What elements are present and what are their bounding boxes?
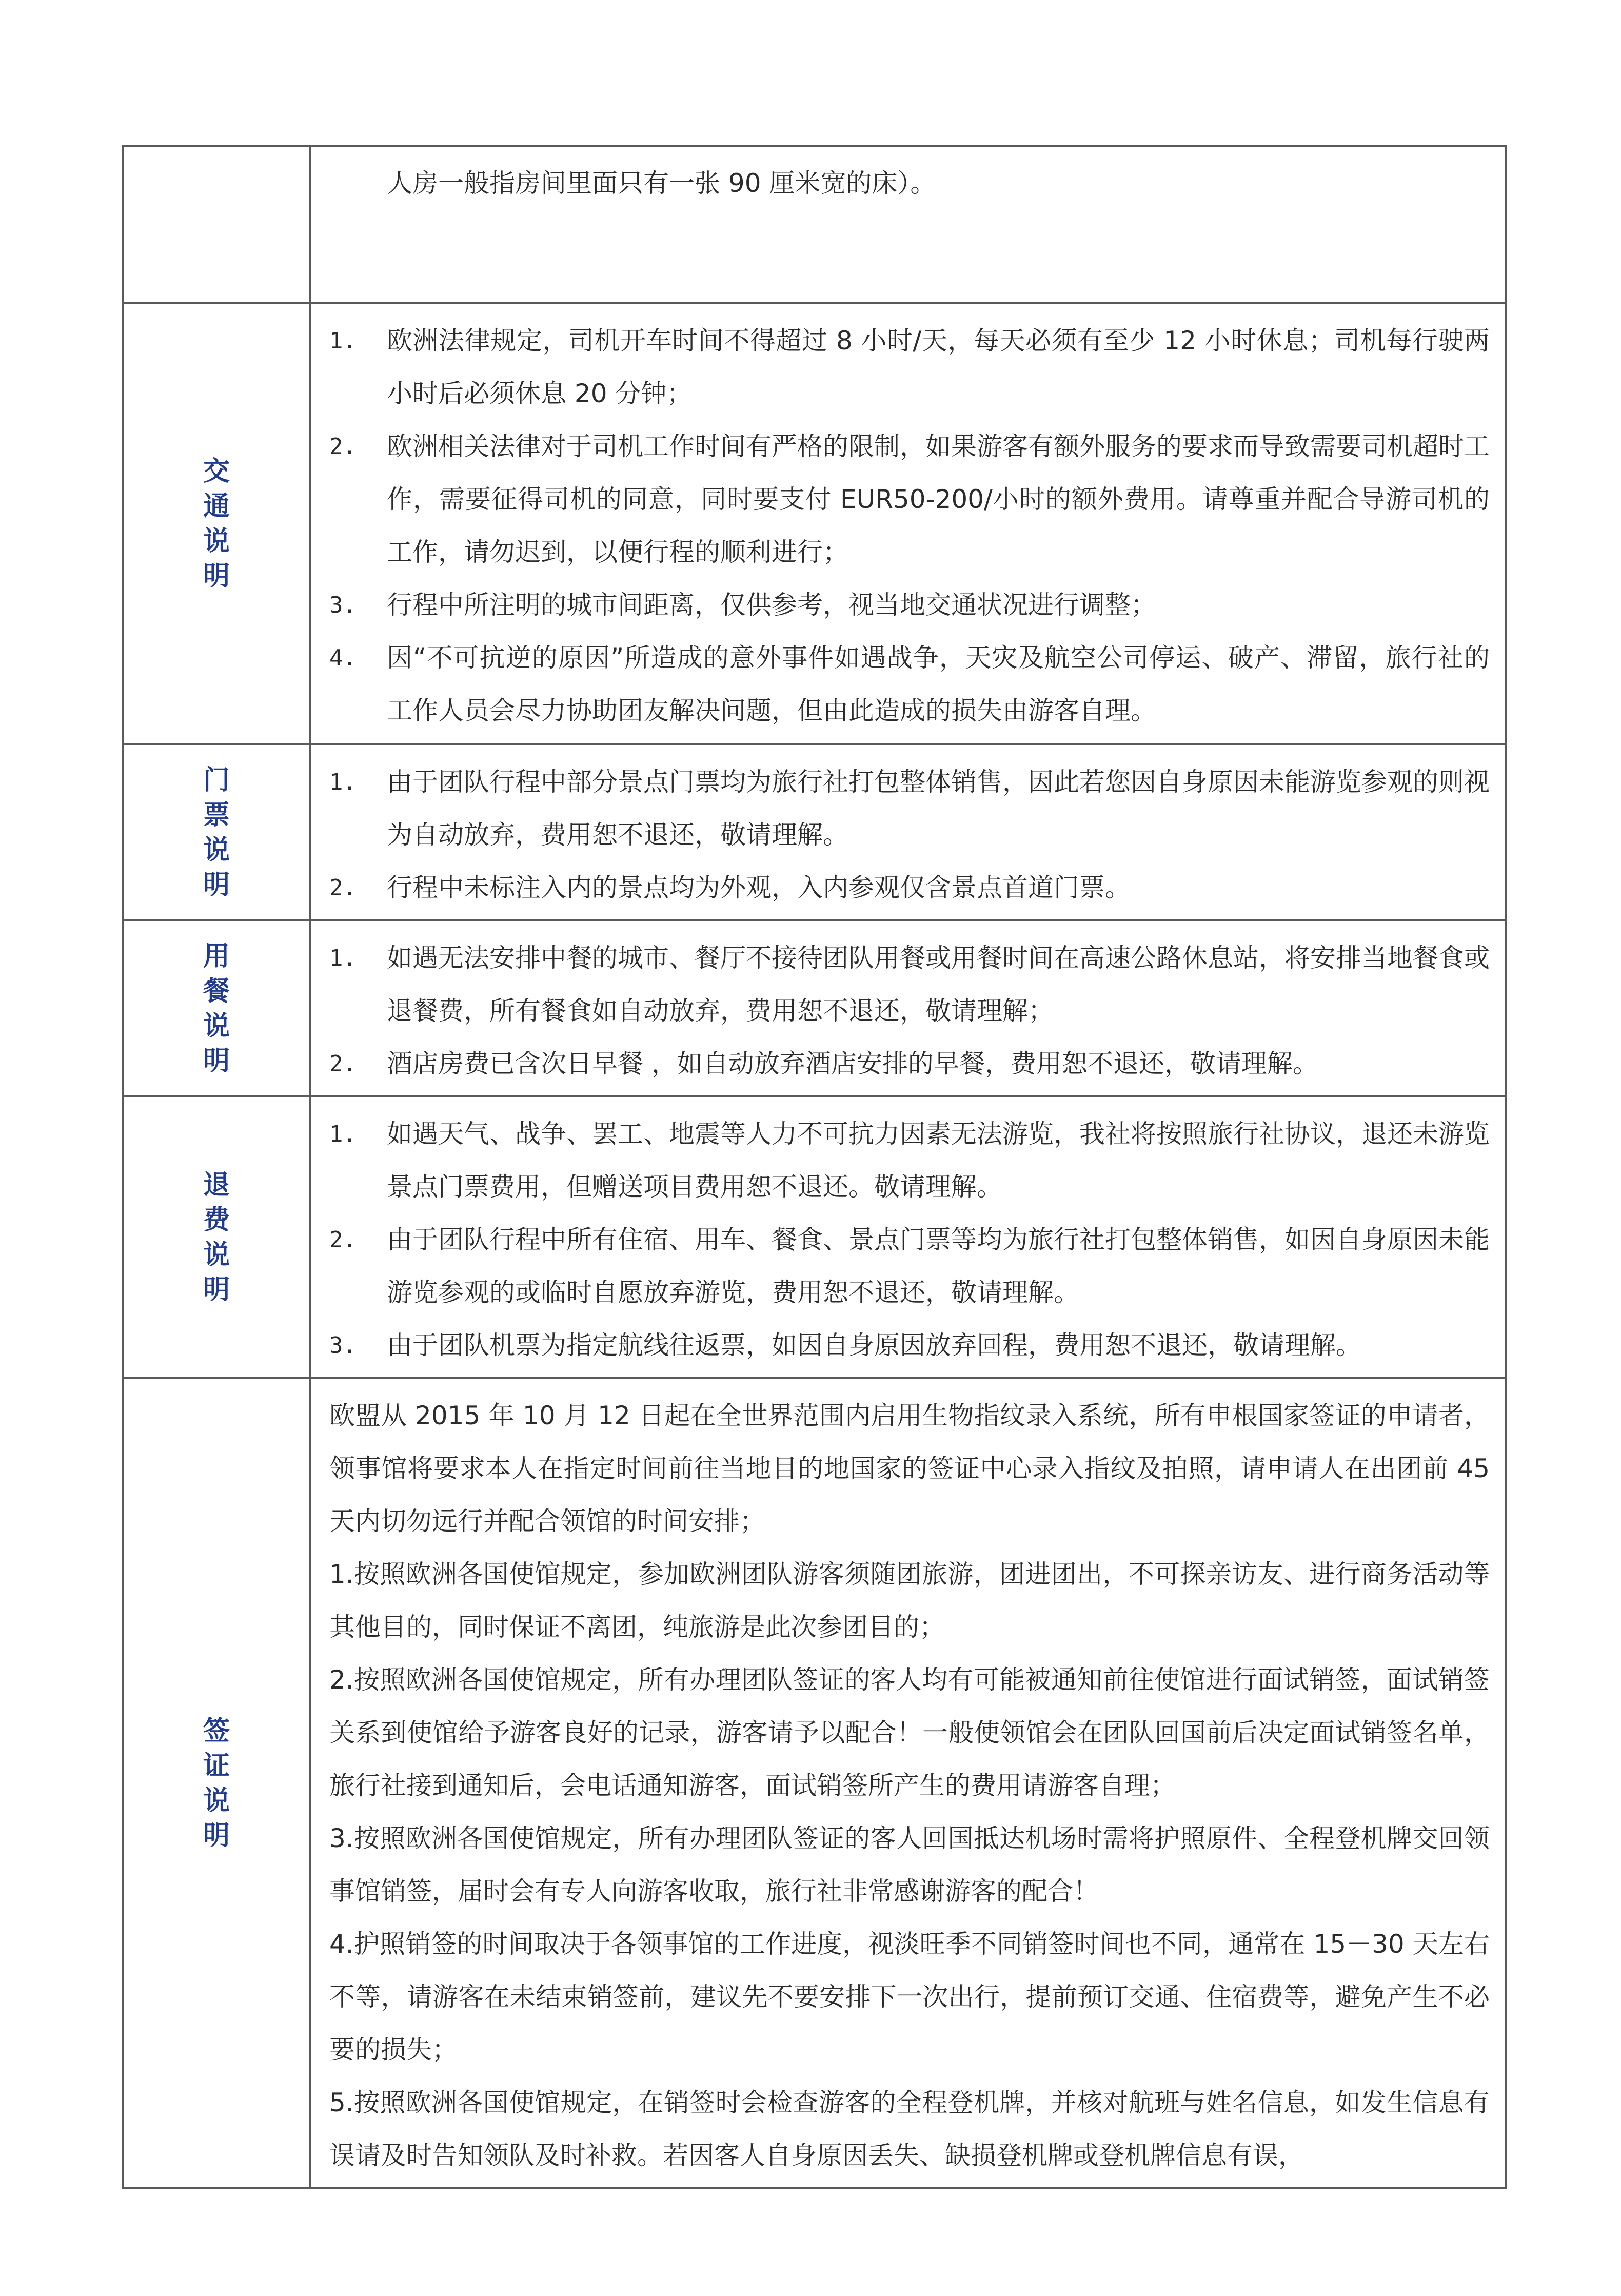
item-number: 2. [329,875,357,901]
item-text: 如遇无法安排中餐的城市、餐厅不接待团队用餐或用餐时间在高速公路休息站，将安排当地餐食或退餐费，所有餐食如自动放弃，费用恕不退还，敬请理解； [387,943,1490,1026]
item-text: 酒店房费已含次日早餐 ，如自动放弃酒店安排的早餐，费用恕不退还，敬请理解。 [387,1049,1318,1078]
item-number: 4. [329,645,357,671]
row-content-cell [310,1378,1506,2188]
row-label-cell [123,744,310,920]
item-text: 如遇天气、战争、罢工、地震等人力不可抗力因素无法游览，我社将按照旅行社协议，退还未游览景点门票费用，但赠送项目费用恕不退还。敬请理解。 [387,1119,1490,1202]
item-text: 由于团队机票为指定航线往返票，如因自身原因放弃回程，费用恕不退还，敬请理解。 [387,1330,1361,1360]
visa-paragraph: 欧盟从 2015 年 10 月 12 日起在全世界范围内启用生物指纹录入系统，所有申根国家签证的申请者，领事馆将要求本人在指定时间前往当地目的地国家的签证中心录入指纹及拍照，请申请人在出团前 45 天内切勿远行并配合领馆的时间安排； [329,1401,1490,1536]
visa-paragraph: 5.按照欧洲各国使馆规定，在销签时会检查游客的全程登机牌，并核对航班与姓名信息，如发生信息有误请及时告知领队及时补救。若因客人自身原因丢失、缺损登机牌或登机牌信息有误， [329,2088,1490,2170]
item-number: 1. [329,769,357,795]
row-label-tickets: 门票说明 [203,764,230,900]
row-label-meals: 用餐说明 [203,940,230,1076]
row-content-cell [310,1096,1506,1378]
notes-table [122,145,1507,2189]
visa-paragraph: 3.按照欧洲各国使馆规定，所有办理团队签证的客人回国抵达机场时需将护照原件、全程登机牌交回领事馆销签，届时会有专人向游客收取，旅行社非常感谢游客的配合！ [329,1823,1490,1906]
list-item [329,1037,1490,1090]
table-row [123,303,1506,744]
item-number: 1. [329,328,357,354]
row-label-cell [123,146,310,303]
list-item [329,861,1490,914]
item-text: 行程中所注明的城市间距离，仅供参考，视当地交通状况进行调整； [387,590,1156,620]
row-content-cell [310,744,1506,920]
row-label-cell [123,303,310,744]
row-label-refunds: 退费说明 [203,1169,230,1305]
item-text: 欧洲法律规定，司机开车时间不得超过 8 小时/天，每天必须有至少 12 小时休息；司机每行驶两小时后必须休息 20 分钟； [387,326,1490,408]
item-number: 2. [329,434,357,460]
item-text: 因“不可抗逆的原因”所造成的意外事件如遇战争，天灾及航空公司停运、破产、滞留，旅行社的工作人员会尽力协助团友解决问题，但由此造成的损失由游客自理。 [387,643,1490,725]
visa-paragraph: 2.按照欧洲各国使馆规定，所有办理团队签证的客人均有可能被通知前往使馆进行面试销签，面试销签关系到使馆给予游客良好的记录，游客请予以配合！一般使领馆会在团队回国前后决定面试销签名单，旅行社接到通知后，会电话通知游客，面试销签所产生的费用请游客自理； [329,1665,1490,1800]
list-item [329,932,1490,1037]
item-number: 2. [329,1051,357,1077]
continued-note: 人房一般指房间里面只有一张 90 厘米宽的床）。 [387,168,936,198]
table-row [123,1378,1506,2188]
item-text: 欧洲相关法律对于司机工作时间有严格的限制，如果游客有额外服务的要求而导致需要司机超时工作，需要征得司机的同意，同时要支付 EUR50-200/小时的额外费用。请尊重并配合导游司机的工作，请勿迟到，以便行程的顺利进行； [387,431,1490,567]
item-number: 1. [329,945,357,971]
item-text: 由于团队行程中部分景点门票均为旅行社打包整体销售，因此若您因自身原因未能游览参观的则视为自动放弃，费用恕不退还，敬请理解。 [387,767,1490,850]
row-label-cell [123,1378,310,2188]
item-number: 2. [329,1227,357,1253]
list-item [329,756,1490,861]
list-item [329,579,1490,632]
row-label-cell [123,1096,310,1378]
row-content-cell [310,303,1506,744]
row-label-visa: 签证说明 [203,1715,230,1851]
visa-paragraph: 1.按照欧洲各国使馆规定，参加欧洲团队游客须随团旅游，团进团出，不可探亲访友、进行商务活动等其他目的，同时保证不离团，纯旅游是此次参团目的； [329,1559,1490,1642]
list-item [329,420,1490,579]
list-item [329,315,1490,420]
list-item [329,1319,1490,1372]
row-label-cell [123,920,310,1096]
row-label-traffic: 交通说明 [203,456,230,592]
row-content-cell [310,920,1506,1096]
list-item [329,1108,1490,1213]
item-text: 由于团队行程中所有住宿、用车、餐食、景点门票等均为旅行社打包整体销售，如因自身原因未能游览参观的或临时自愿放弃游览，费用恕不退还，敬请理解。 [387,1225,1490,1307]
table-row [123,146,1506,303]
item-text: 行程中未标注入内的景点均为外观，入内参观仅含景点首道门票。 [387,873,1131,902]
item-number: 3. [329,1332,357,1359]
list-item [329,1213,1490,1319]
list-item [329,632,1490,737]
row-content-cell [310,146,1506,303]
item-number: 1. [329,1121,357,1147]
visa-paragraph: 4.护照销签的时间取决于各领事馆的工作进度，视淡旺季不同销签时间也不同，通常在 15－30 天左右不等，请游客在未结束销签前，建议先不要安排下一次出行，提前预订交通、住宿费等，避免产生不必要的损失； [329,1929,1490,2065]
table-row [123,744,1506,920]
table-row [123,1096,1506,1378]
item-number: 3. [329,592,357,618]
table-row [123,920,1506,1096]
